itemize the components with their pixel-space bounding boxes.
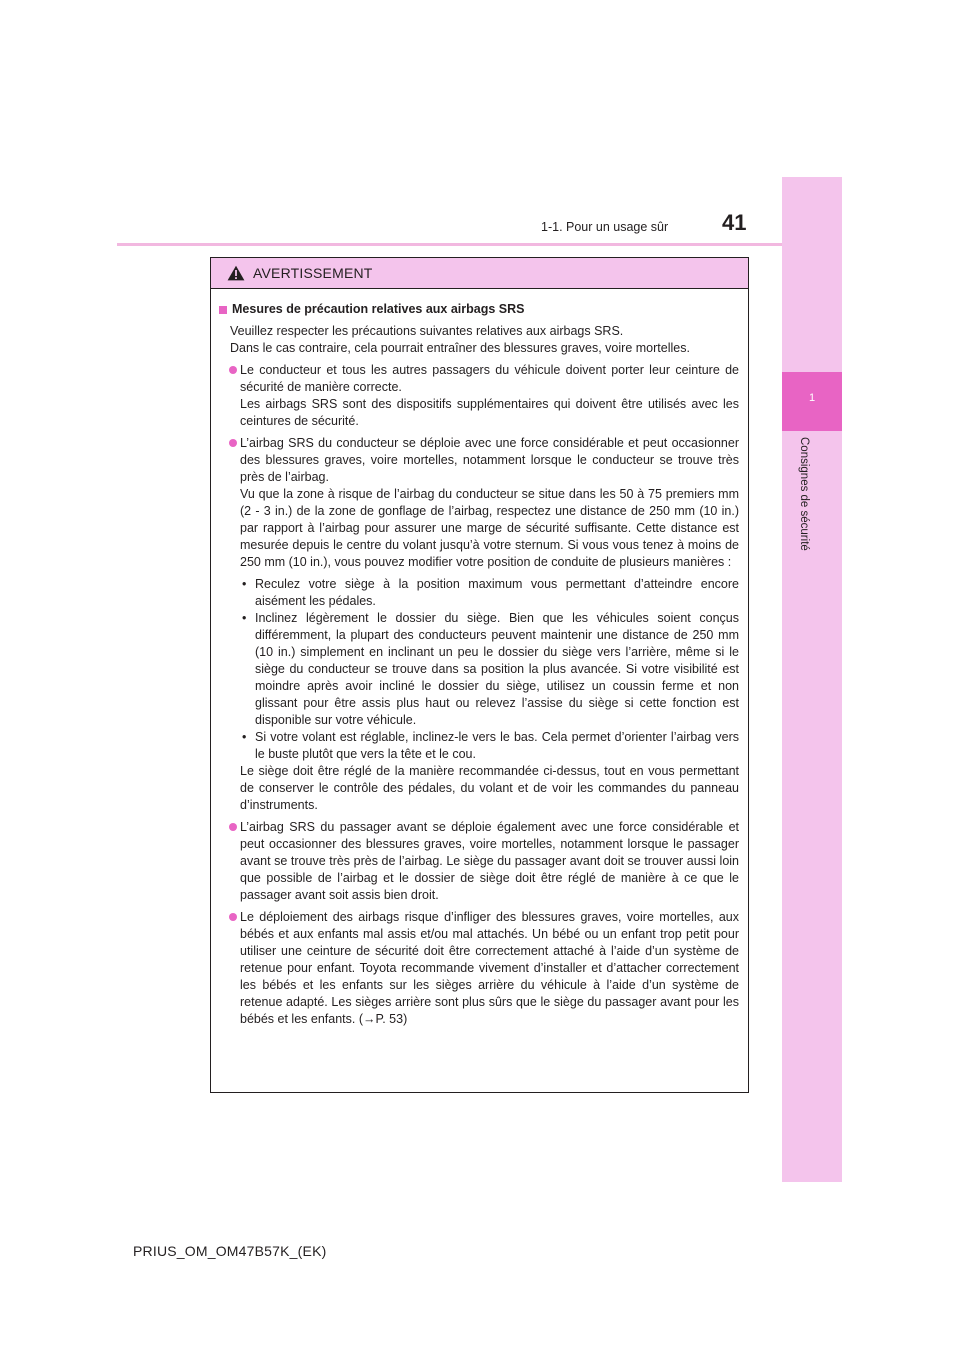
item-paragraph: Le conducteur et tous les autres passagers du véhicule doivent porter leur ceinture de sécurité de manière correcte. — [240, 363, 739, 394]
list-item — [219, 435, 739, 814]
sub-bullet: • — [242, 577, 247, 591]
item-paragraph: L’airbag SRS du conducteur se déploie avec une force considérable et peut occasionner des blessures graves, voire mortelles, notamment lorsque le conducteur se trouve très près de l’airbag. — [240, 436, 739, 484]
chapter-number: 1 — [808, 392, 816, 404]
document-code: PRIUS_OM_OM47B57K_(EK) — [133, 1243, 327, 1259]
sub-item-text: Si votre volant est réglable, inclinez-le vers le bas. Cela permet d’orienter l’airbag vers le buste plutôt que vers la tête et le cou. — [255, 730, 739, 761]
sub-bullet: • — [242, 611, 247, 625]
chapter-label: Consignes de sécurité — [798, 437, 810, 551]
item-paragraph: Les airbags SRS sont des dispositifs supplémentaires qui doivent être utilisés avec les ceintures de sécurité. — [240, 397, 739, 428]
round-bullet-icon — [229, 913, 237, 921]
square-bullet-icon — [219, 306, 227, 314]
round-bullet-icon — [229, 823, 237, 831]
list-item — [219, 909, 739, 1028]
warning-body — [211, 289, 748, 1028]
intro-line: Dans le cas contraire, cela pourrait entraîner des blessures graves, voire mortelles. — [230, 341, 690, 355]
warning-header — [211, 258, 748, 289]
sub-item-text: Reculez votre siège à la position maximum vous permettant d’atteindre encore aisément les pédales. — [255, 577, 739, 608]
page-number: 41 — [722, 210, 747, 235]
item-paragraph: L’airbag SRS du passager avant se déploie également avec une force considérable et peut occasionner des blessures graves, voire mortelles, notamment lorsque le passager avant se trouve très près de l’airbag. Le siège du passager avant doit se trouver aussi loin que possible de l’airbag et le dossier de siège doit être réglé de manière à ce que le passager avant soit assis bien droit. — [240, 820, 739, 902]
section-title: 1-1. Pour un usage sûr — [541, 220, 669, 234]
sub-item-text: Inclinez légèrement le dossier du siège. Bien que les véhicules soient conçus différemment, la plupart des conducteurs peuvent maintenir une distance de 250 mm (10 in.) simplement en inclinant un peu le dossier du siège vers l’arrière, même si le siège du conducteur se trouve dans sa position la plus avancée. Si votre visibilité est moindre après avoir incliné le dossier du siège, utilisez un coussin ferme et non glissant pour être assis plus haut ou relevez l’assise du siège si cette fonction est disponible sur votre véhicule. — [255, 611, 739, 727]
warning-intro — [219, 323, 739, 357]
warning-topic-text: Mesures de précaution relatives aux airbags SRS — [232, 302, 525, 316]
sub-list-item — [240, 610, 739, 729]
list-item — [219, 362, 739, 430]
warning-triangle-icon — [227, 265, 245, 281]
sub-list-item — [240, 576, 739, 610]
sub-list — [240, 576, 739, 763]
item-paragraph: Le siège doit être réglé de la manière recommandée ci-dessus, tout en vous permettant de conserver le contrôle des pédales, du volant et de voir les commandes du panneau d’instruments. — [240, 764, 739, 812]
sub-bullet: • — [242, 730, 247, 744]
header-divider — [117, 243, 782, 246]
warning-topic — [219, 301, 739, 318]
item-paragraph: Le déploiement des airbags risque d’infliger des blessures graves, voire mortelles, aux bébés et aux enfants mal assis et/ou mal attachés. Un bébé ou un enfant trop petit pour utiliser une ceinture de sécurité doit être correctement attaché à l’aide d’un système de retenue pour enfant. Toyota recommande vivement d’installer et d’attacher correctement les bébés et les enfants sur les sièges arrière du véhicule à l’aide d’un système de retenue adapté. Les sièges arrière sont plus sûrs que le siège du passager avant pour les bébés et les enfants. (→P. 53) — [240, 910, 739, 1026]
warning-title: AVERTISSEMENT — [253, 265, 373, 281]
round-bullet-icon — [229, 366, 237, 374]
intro-line: Veuillez respecter les précautions suivantes relatives aux airbags SRS. — [230, 324, 624, 338]
chapter-side-tab — [782, 177, 842, 1182]
list-item — [219, 819, 739, 904]
item-paragraph: Vu que la zone à risque de l’airbag du conducteur se situe dans les 50 à 75 premiers mm (2 - 3 in.) de la zone de gonflage de l’airbag, respectez une distance de 250 mm (10 in.) par rapport à l’airbag pour assurer une marge de sécurité suffisante. Cette distance est mesurée depuis le centre du volant jusqu’à votre sternum. Si vous vous tenez à moins de 250 mm (10 in.), vous pouvez modifier votre position de conduite de plusieurs manières : — [240, 487, 739, 569]
sub-list-item — [240, 729, 739, 763]
round-bullet-icon — [229, 439, 237, 447]
warning-box — [210, 257, 749, 1093]
